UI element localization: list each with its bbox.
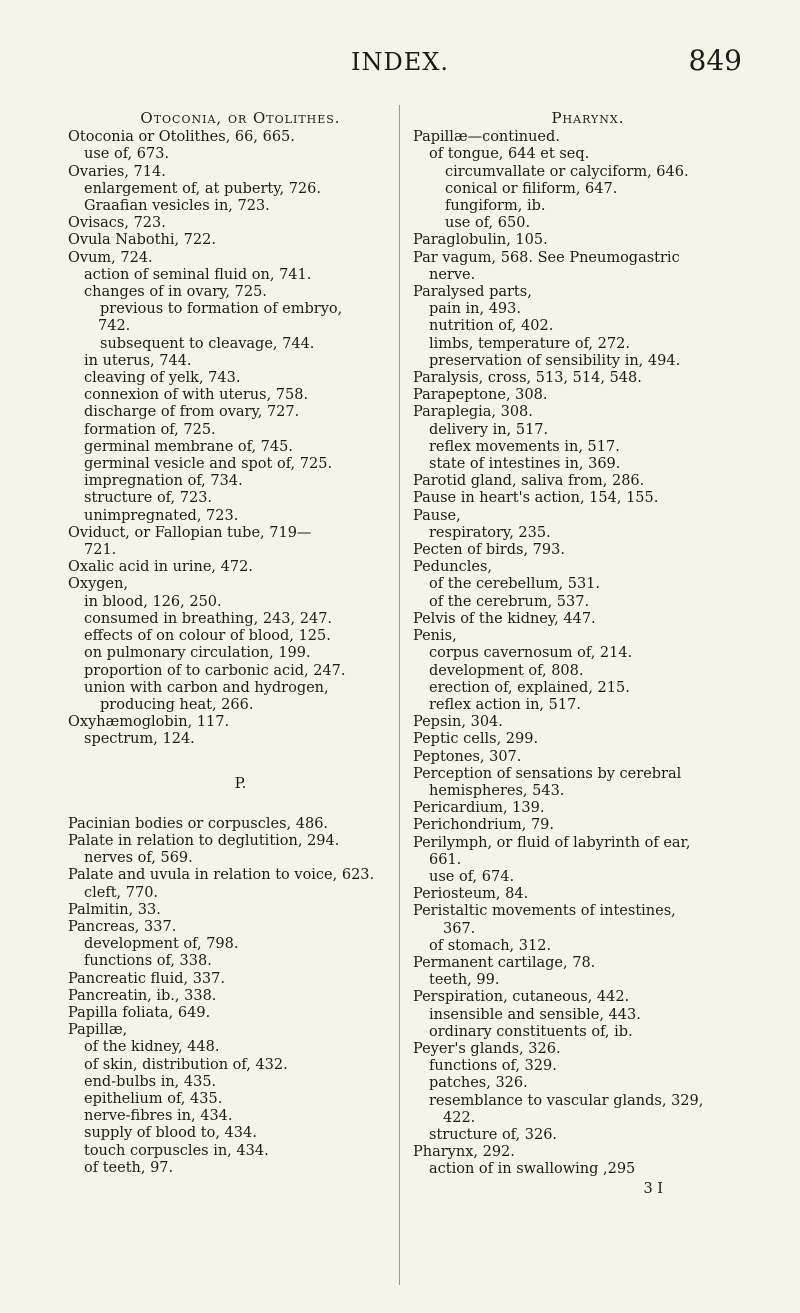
index-entry: nerves of, 569. bbox=[84, 850, 193, 867]
index-entry: Oxalic acid in urine, 472. bbox=[68, 559, 253, 576]
index-entry: Ovisacs, 723. bbox=[68, 215, 166, 232]
index-entry: epithelium of, 435. bbox=[84, 1090, 223, 1107]
index-entry: proportion of to carbonic acid, 247. bbox=[84, 662, 346, 679]
index-entry: Parotid gland, saliva from, 286. bbox=[413, 473, 645, 490]
index-entry: delivery in, 517. bbox=[429, 421, 549, 438]
index-entry: nerve-fibres in, 434. bbox=[84, 1108, 233, 1125]
index-entry: Palate in relation to deglutition, 294. bbox=[68, 832, 340, 849]
index-entry: enlargement of, at puberty, 726. bbox=[84, 180, 321, 197]
index-entry: Perspiration, cutaneous, 442. bbox=[413, 989, 630, 1006]
index-entry: discharge of from ovary, 727. bbox=[84, 404, 300, 421]
index-entry: of the cerebellum, 531. bbox=[429, 576, 601, 593]
index-entry: action of in swallowing ,295 bbox=[429, 1161, 636, 1178]
index-entry: Ovula Nabothi, 722. bbox=[68, 232, 216, 249]
index-entry: Peduncles, bbox=[413, 559, 493, 576]
index-entry: previous to formation of embryo, bbox=[100, 301, 343, 318]
index-entry: supply of blood to, 434. bbox=[84, 1125, 257, 1142]
index-entry: Perception of sensations by cerebral bbox=[413, 765, 682, 782]
index-entry: 422. bbox=[443, 1109, 476, 1126]
index-entry: Pause in heart's action, 154, 155. bbox=[413, 490, 659, 507]
index-entry: changes of in ovary, 725. bbox=[84, 284, 267, 301]
running-head: INDEX. bbox=[351, 48, 449, 76]
index-entry: of teeth, 97. bbox=[84, 1159, 174, 1176]
page-header bbox=[0, 40, 800, 80]
index-entry: cleft, 770. bbox=[84, 884, 159, 901]
index-entry: subsequent to cleavage, 744. bbox=[100, 335, 315, 352]
index-entry: hemispheres, 543. bbox=[429, 782, 565, 799]
index-entry: Papillæ, bbox=[68, 1022, 128, 1039]
index-entry: Pacinian bodies or corpuscles, 486. bbox=[68, 815, 329, 832]
index-entry: use of, 650. bbox=[445, 215, 531, 232]
index-entry: formation of, 725. bbox=[84, 421, 216, 438]
index-entry: functions of, 338. bbox=[84, 953, 212, 970]
index-entry: Peptic cells, 299. bbox=[413, 731, 539, 748]
section-letter: P. bbox=[234, 773, 247, 792]
index-entry: germinal vesicle and spot of, 725. bbox=[84, 456, 333, 473]
index-entry: action of seminal fluid on, 741. bbox=[84, 266, 312, 283]
index-entry: Graafian vesicles in, 723. bbox=[84, 198, 270, 215]
index-entry: Perichondrium, 79. bbox=[413, 817, 554, 834]
index-entry: 742. bbox=[98, 318, 131, 335]
index-entry: Oxygen, bbox=[68, 576, 129, 593]
index-entry: development of, 798. bbox=[84, 936, 239, 953]
index-entry: functions of, 329. bbox=[429, 1058, 557, 1075]
index-entry: patches, 326. bbox=[429, 1075, 528, 1092]
left-entry-list bbox=[68, 129, 413, 748]
index-entry: Periosteum, 84. bbox=[413, 886, 529, 903]
index-entry: 721. bbox=[84, 542, 117, 559]
index-entry: corpus cavernosum of, 214. bbox=[429, 645, 633, 662]
index-entry: of the cerebrum, 537. bbox=[429, 593, 590, 610]
index-entry: 661. bbox=[429, 851, 462, 868]
index-entry: in uterus, 744. bbox=[84, 352, 192, 369]
index-entry: limbs, temperature of, 272. bbox=[429, 335, 630, 352]
index-entry: Penis, bbox=[413, 628, 457, 645]
index-entry: state of intestines in, 369. bbox=[429, 456, 621, 473]
index-entry: Pancreatic fluid, 337. bbox=[68, 970, 225, 987]
index-entry: Parapeptone, 308. bbox=[413, 387, 548, 404]
index-entry: consumed in breathing, 243, 247. bbox=[84, 610, 333, 627]
index-entry: of stomach, 312. bbox=[429, 937, 552, 954]
index-entry: circumvallate or calyciform, 646. bbox=[445, 163, 689, 180]
index-entry: Oviduct, or Fallopian tube, 719— bbox=[68, 524, 312, 541]
index-entry: Pericardium, 139. bbox=[413, 800, 545, 817]
index-entry: of tongue, 644 et seq. bbox=[429, 146, 590, 163]
index-entry: structure of, 326. bbox=[429, 1126, 558, 1143]
index-entry: Ovum, 724. bbox=[68, 249, 153, 266]
index-entry: fungiform, ib. bbox=[445, 198, 546, 215]
index-entry: Pelvis of the kidney, 447. bbox=[413, 610, 596, 627]
index-entry: reflex movements in, 517. bbox=[429, 438, 620, 455]
index-entry: Paraglobulin, 105. bbox=[413, 232, 548, 249]
index-entry: ordinary constituents of, ib. bbox=[429, 1023, 633, 1040]
index-entry: Peyer's glands, 326. bbox=[413, 1040, 561, 1057]
index-entry: erection of, explained, 215. bbox=[429, 679, 630, 696]
index-entry: in blood, 126, 250. bbox=[84, 593, 222, 610]
right-entry-list bbox=[413, 129, 763, 1178]
index-entry: touch corpuscles in, 434. bbox=[84, 1142, 269, 1159]
index-entry: Palate and uvula in relation to voice, 623. bbox=[68, 867, 375, 884]
left-column bbox=[68, 110, 413, 1177]
index-entry: connexion of with uterus, 758. bbox=[84, 387, 309, 404]
index-entry: Paralysis, cross, 513, 514, 548. bbox=[413, 370, 642, 387]
index-entry: Pancreatin, ib., 338. bbox=[68, 987, 217, 1004]
index-entry: Permanent cartilage, 78. bbox=[413, 954, 596, 971]
index-entry: Pecten of birds, 793. bbox=[413, 542, 565, 559]
index-entry: Ovaries, 714. bbox=[68, 163, 166, 180]
index-entry: conical or filiform, 647. bbox=[445, 180, 618, 197]
index-entry: Oxyhæmoglobin, 117. bbox=[68, 714, 230, 731]
left-entry-list-p bbox=[68, 816, 413, 1177]
index-entry: Perilymph, or fluid of labyrinth of ear, bbox=[413, 834, 691, 851]
index-entry: of skin, distribution of, 432. bbox=[84, 1056, 288, 1073]
index-entry: resemblance to vascular glands, 329, bbox=[429, 1092, 704, 1109]
index-entry: Peptones, 307. bbox=[413, 748, 522, 765]
index-entry: insensible and sensible, 443. bbox=[429, 1006, 641, 1023]
signature-mark: 3 I bbox=[643, 1180, 663, 1197]
index-entry: Pharynx, 292. bbox=[413, 1144, 515, 1161]
index-entry: Papillæ—continued. bbox=[413, 129, 560, 146]
index-entry: Pepsin, 304. bbox=[413, 714, 503, 731]
index-entry: Papilla foliata, 649. bbox=[68, 1004, 211, 1021]
index-entry: end-bulbs in, 435. bbox=[84, 1073, 217, 1090]
index-entry: structure of, 723. bbox=[84, 490, 213, 507]
index-entry: Palmitin, 33. bbox=[68, 901, 161, 918]
index-entry: respiratory, 235. bbox=[429, 524, 551, 541]
index-entry: Paraplegia, 308. bbox=[413, 404, 533, 421]
page-number: 849 bbox=[688, 44, 742, 77]
index-entry: spectrum, 124. bbox=[84, 731, 195, 748]
index-entry: nutrition of, 402. bbox=[429, 318, 554, 335]
index-entry: unimpregnated, 723. bbox=[84, 507, 239, 524]
index-entry: germinal membrane of, 745. bbox=[84, 438, 293, 455]
index-entry: of the kidney, 448. bbox=[84, 1039, 220, 1056]
index-entry: use of, 674. bbox=[429, 868, 515, 885]
left-section-title: Otoconia, or Otolithes. bbox=[140, 109, 341, 127]
index-entry: impregnation of, 734. bbox=[84, 473, 243, 490]
index-entry: Peristaltic movements of intestines, bbox=[413, 903, 676, 920]
index-entry: use of, 673. bbox=[84, 146, 170, 163]
index-entry: Par vagum, 568. See Pneumogastric bbox=[413, 249, 680, 266]
right-section-title: Pharynx. bbox=[551, 109, 625, 127]
index-entry: Pancreas, 337. bbox=[68, 918, 177, 935]
index-entry: preservation of sensibility in, 494. bbox=[429, 352, 681, 369]
index-entry: development of, 808. bbox=[429, 662, 584, 679]
index-entry: teeth, 99. bbox=[429, 972, 500, 989]
index-entry: nerve. bbox=[429, 266, 476, 283]
index-entry: producing heat, 266. bbox=[100, 696, 254, 713]
index-entry: Otoconia or Otolithes, 66, 665. bbox=[68, 129, 295, 146]
index-entry: cleaving of yelk, 743. bbox=[84, 370, 241, 387]
index-entry: 367. bbox=[443, 920, 476, 937]
index-entry: union with carbon and hydrogen, bbox=[84, 679, 329, 696]
index-entry: on pulmonary circulation, 199. bbox=[84, 645, 311, 662]
index-entry: pain in, 493. bbox=[429, 301, 521, 318]
index-entry: effects of on colour of blood, 125. bbox=[84, 628, 331, 645]
index-entry: Pause, bbox=[413, 507, 461, 524]
right-column bbox=[413, 110, 763, 1198]
index-entry: reflex action in, 517. bbox=[429, 696, 581, 713]
index-entry: Paralysed parts, bbox=[413, 284, 532, 301]
